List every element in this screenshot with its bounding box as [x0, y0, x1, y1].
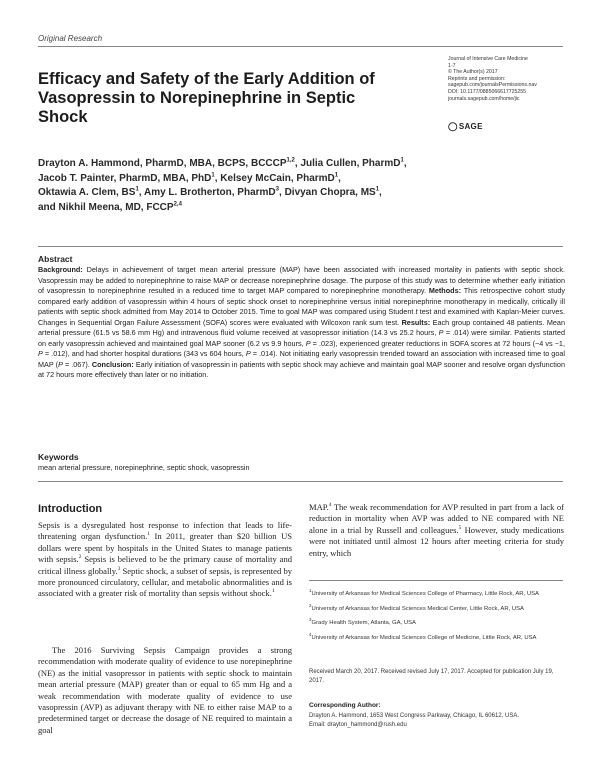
citation-mark: 1: [147, 531, 150, 538]
author-name: Divyan Chopra, MS: [284, 187, 376, 199]
author-separator: ,: [138, 187, 144, 199]
affiliation-mark: 4: [309, 631, 312, 637]
sage-logo-text: SAGE: [458, 122, 483, 131]
author-separator: ,: [279, 187, 285, 199]
author-affiliation-mark: 1: [334, 172, 339, 179]
affiliation-text: Grady Health System, Atlanta, GA, USA: [311, 620, 416, 627]
author-separator: ,: [403, 158, 407, 169]
journal-meta-line: 1-7: [448, 62, 456, 69]
top-divider: [38, 46, 563, 47]
corresponding-author-details: [309, 712, 564, 729]
received-dates: Received March 20, 2017. Received revised July 17, 2017. Accepted for publication July 19, 2017.: [309, 669, 554, 684]
abstract-background-label: Background:: [38, 265, 83, 274]
corresponding-author-address: Drayton A. Hammond, 1653 West Congress Parkway, Chicago, IL 60612, USA.: [309, 713, 519, 719]
journal-meta-line: © The Author(s) 2017: [448, 69, 498, 76]
abstract-heading: Abstract: [38, 254, 73, 264]
journal-meta-line: DOI: 10.1177/0885066617725255: [448, 88, 527, 95]
affiliation-item: [309, 631, 564, 643]
p-value-symbol: P: [58, 359, 63, 369]
journal-meta-line: journals.sagepub.com/home/jic: [448, 95, 520, 102]
abstract-conclusion-label: Conclusion:: [91, 359, 134, 369]
citation-mark: 2: [78, 554, 82, 561]
abstract-methods-text: This retrospective cohort study compared early addition of vasopressin within 4 hours of septic shock onset to norepinephrine versus initial norepinephrine monotherapy in medically, critically ill patients with septic shock admitted from May 2014 to October 2015. Time to goal MAP was compared using Student: [38, 286, 565, 316]
author-name: Oktawia A. Clem, BS: [38, 187, 136, 199]
p-value-symbol: P: [438, 328, 444, 337]
corresponding-author-email[interactable]: Email: drayton_hammond@rush.edu: [309, 721, 407, 728]
introduction-heading: Introduction: [38, 503, 103, 515]
author-affiliation-mark: 2,4: [173, 201, 182, 208]
affiliation-mark: 1: [309, 588, 312, 593]
section-label: Original Research: [38, 34, 103, 43]
sage-logo: [448, 121, 483, 132]
author-affiliation-mark: 3: [275, 186, 279, 193]
citation-mark: 4: [328, 502, 332, 509]
intro-text: Septic shock, a subset of sepsis, is represented by more pronounced circulatory, cellular, and metabolic abnormalities and is associated with a greater risk of mortality than sepsis without shock.: [38, 565, 292, 599]
author-affiliation-mark: 1,2: [286, 157, 295, 164]
abstract-divider: [38, 246, 563, 247]
sage-logo-icon: ◯: [448, 121, 458, 131]
keywords-text: mean arterial pressure, norepinephrine, septic shock, vasopressin: [38, 463, 250, 472]
author-name: Drayton A. Hammond, PharmD, MBA, BCPS, BCCCP: [38, 158, 287, 169]
journal-meta-line: sagepub.com/journalsPermissions.nav: [448, 82, 537, 89]
abstract-results-text: = .012), and had shorter hospital durations (343 vs 604 hours,: [42, 349, 246, 358]
corresponding-author-heading: Corresponding Author:: [309, 702, 381, 709]
abstract-results-text: Each group contained 48 patients. Mean arterial pressure (61.5 vs 58.6 mm Hg) and intravenous fluid volume received at vasopressor initiation (14.3 vs 25.2 hours,: [38, 317, 565, 337]
article-title: Efficacy and Safety of the Early Addition of Vasopressin to Norepinephrine in Septic Shock: [38, 70, 375, 126]
author-list: [38, 157, 558, 215]
author-affiliation-mark: 1: [211, 172, 215, 179]
author-separator: ,: [214, 172, 221, 184]
affiliation-item: [309, 602, 564, 614]
intro-text: Sepsis is believed to be the primary cause of mortality and critical illness globally.: [38, 554, 292, 576]
p-value-symbol: P: [245, 349, 251, 358]
journal-meta-line: Journal of Intensive Care Medicine: [448, 56, 528, 62]
author-separator: ,: [379, 187, 382, 199]
affiliations-divider: [309, 580, 563, 581]
author-separator: ,: [338, 172, 341, 184]
affiliation-text: University of Arkansas for Medical Sciences Medical Center, Little Rock, AR, USA: [311, 605, 524, 612]
intro-text: Sepsis is a dysregulated host response to infection that leads to life-threatening organ dysfunction.: [38, 520, 292, 542]
affiliation-mark: 2: [309, 602, 312, 608]
abstract-results-text: = .014) were similar. Patients started on early vasopressin achieved and maintained goal MAP sooner (6.2 vs 9.9 hours,: [38, 328, 566, 348]
introduction-paragraph-1: [38, 520, 292, 600]
abstract-background-text: Delays in achievement of target mean arterial pressure (MAP) have been associated with increased mortality in patients with septic shock. Vasopressin may be added to norepinephrine to raise MAP or decrease norepinephrine dosage. The purpose of this study was to determine whether early initiation of vasopressin to norepinephrine resulted in a reduced time to target MAP compared to norepinephrine monotherapy.: [38, 265, 565, 295]
journal-meta-line: Reprints and permission:: [448, 75, 506, 82]
intro-text: In 2011, greater than $20 billion US dollars were spent by hospitals in the United States to manage patients with sepsis.: [38, 531, 292, 565]
abstract-methods-label: Methods:: [428, 286, 462, 295]
citation-mark: 5: [458, 524, 462, 531]
keywords-divider: [38, 481, 563, 482]
author-affiliation-mark: 1: [135, 186, 139, 193]
affiliation-item: [309, 616, 564, 628]
author-affiliation-mark: 1: [375, 186, 380, 193]
intro-text: The weak recommendation for AVP resulted in part from a lack of reduction in mortality when AVP was added to NE compared with NE alone in a trial by Russell and colleagues.: [309, 502, 564, 535]
abstract-results-text: = .014). Not initiating early vasopressin trended toward an association with increased time to goal MAP (: [38, 349, 566, 369]
author-name: and Nikhil Meena, MD, FCCP: [38, 201, 174, 213]
abstract-results-text: = .023), experienced greater reductions in SOFA scores at 72 hours (−4 vs −1,: [310, 338, 565, 348]
abstract-results-text: = .067).: [62, 359, 92, 369]
intro-text: However, study medications were not initiated until almost 12 hours after meeting criteria for study entry, which: [309, 524, 564, 558]
affiliation-text: University of Arkansas for Medical Sciences College of Pharmacy, Little Rock, AR, USA: [311, 590, 539, 597]
author-affiliation-mark: 1: [400, 157, 404, 164]
introduction-paragraph-2-continued: [309, 502, 564, 559]
p-value-symbol: P: [305, 338, 311, 348]
citation-mark: 1: [271, 588, 275, 595]
abstract-conclusion-text: Early initiation of vasopressin in patients with septic shock may achieve and maintain goal MAP sooner and resolve organ dysfunction at 72 hours more effectively than later or no initiation.: [38, 359, 565, 379]
intro-text: MAP.: [309, 502, 329, 512]
abstract-results-label: Results:: [401, 317, 431, 327]
author-name: Jacob T. Painter, PharmD, MBA, PhD: [38, 172, 212, 184]
affiliation-mark: 3: [309, 617, 312, 623]
affiliations: [309, 587, 564, 645]
abstract-methods-italic: t: [415, 307, 418, 316]
author-name: Julia Cullen, PharmD: [300, 158, 401, 169]
introduction-paragraph-2: The 2016 Surviving Sepsis Campaign provides a strong recommendation with moderate quality of evidence to use norepinephrine (NE) as the initial vasopressor in patients with septic shock to maintain mean arterial pressure (MAP) greater than or equal to 65 mm Hg and a weak recommendation with moderate quality of evidence to use vasopressin (AVP) as adjuvant therapy with NE to either raise MAP to a predetermined target or decrease the dosage of NE required to maintain a goal: [38, 645, 292, 735]
citation-mark: 3: [117, 565, 121, 572]
author-name: Amy L. Brotherton, PharmD: [143, 187, 276, 199]
affiliation-text: University of Arkansas for Medical Sciences College of Medicine, Little Rock, AR, USA: [311, 634, 537, 641]
affiliation-item: [309, 587, 564, 599]
abstract-methods-text: test and examined with Kaplan-Meier curves. Changes in Sequential Organ Failure Assessment (SOFA) scores were evaluated with Wilcoxon rank sum test.: [38, 307, 566, 327]
p-value-symbol: P: [38, 349, 43, 358]
author-separator: ,: [294, 158, 301, 169]
journal-meta: [448, 56, 568, 102]
author-name: Kelsey McCain, PharmD: [220, 172, 335, 184]
abstract-body: [38, 265, 565, 381]
keywords-heading: Keywords: [38, 452, 79, 462]
